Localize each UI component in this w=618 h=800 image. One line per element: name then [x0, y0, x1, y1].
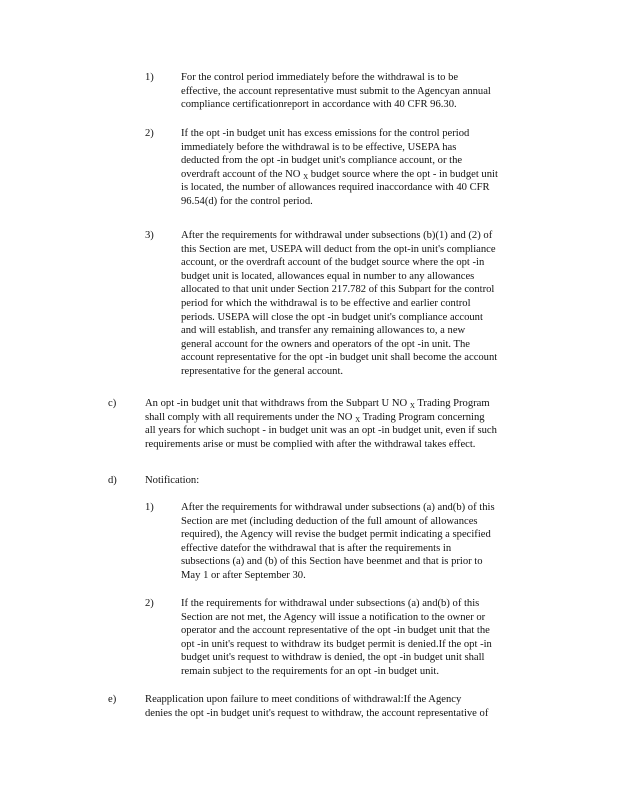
- text-line: subsections (a) and (b) of this Section have beenmet and that is prior to: [181, 556, 483, 568]
- text-line: [181, 168, 531, 182]
- text-line: Section are met (including deduction of the full amount of allowances: [181, 515, 478, 527]
- text-line: budget unit is located, allowances equal in number to any allowances: [181, 270, 475, 282]
- text-line: period for which the withdrawal is to be effective and earlier control: [181, 297, 471, 309]
- item-label: 1): [145, 502, 154, 513]
- text-line: required), the Agency will revise the budget permit indicating a specified: [181, 529, 491, 541]
- item-body: [145, 693, 535, 720]
- text-line: deducted from the opt -in budget unit's compliance account, or the: [181, 155, 463, 167]
- text-line: representative for the general account.: [181, 365, 344, 377]
- text-line: immediately before the withdrawal is to be effective, USEPA has: [181, 141, 457, 153]
- text-line: [145, 411, 537, 425]
- text-line: and will establish, and transfer any remaining allowances to, a new: [181, 325, 466, 337]
- item-body: [181, 127, 531, 209]
- text-line: general account for the owners and operators of the opt -in unit. The: [181, 338, 470, 350]
- text-line: this Section are met, USEPA will deduct from the opt-in unit's compliance: [181, 243, 496, 255]
- text-line: After the requirements for withdrawal under subsections (a) and(b) of this: [181, 502, 495, 513]
- item-label: d): [108, 475, 117, 486]
- text-segment: overdraft account of the NO: [181, 168, 304, 180]
- subscript: X: [409, 402, 415, 410]
- text-line: is located, the number of allowances required inaccordance with 40 CFR: [181, 182, 490, 194]
- text-segment: shall comply with all requirements under the NO: [145, 411, 356, 423]
- text-line: operator and the account representative of the opt -in budget unit that the: [181, 625, 490, 637]
- text-line: requirements arise or must be complied with after the withdrawal takes effect.: [145, 438, 476, 450]
- item-label: 1): [145, 72, 154, 83]
- item-label: e): [108, 694, 117, 705]
- item-body: [145, 474, 345, 488]
- text-line: If the opt -in budget unit has excess emissions for the control period: [181, 128, 470, 139]
- text-line: budget unit's request to withdraw is denied, the opt -in budget unit shall: [181, 652, 485, 664]
- item-label: c): [108, 398, 117, 409]
- text-line: allocated to that unit under Section 217.782 of this Subpart for the control: [181, 284, 495, 296]
- text-segment: An opt -in budget unit that withdraws from the Subpart U NO: [145, 398, 410, 409]
- text-line: 96.54(d) for the control period.: [181, 195, 313, 207]
- text-line: May 1 or after September 30.: [181, 569, 306, 581]
- text-line: account, or the overdraft account of the budget source where the opt -in: [181, 257, 485, 269]
- item-body: [181, 597, 536, 679]
- item-body: [145, 397, 537, 451]
- text-line: effective datefor the withdrawal that is after the requirements in: [181, 542, 452, 554]
- text-line: After the requirements for withdrawal under subsections (b)(1) and (2) of: [181, 230, 493, 241]
- text-segment: Trading Program: [414, 398, 490, 409]
- item-body: [181, 71, 531, 112]
- text-line: denies the opt -in budget unit's request to withdraw, the account representative of: [145, 707, 489, 719]
- text-line: Reapplication upon failure to meet conditions of withdrawal:If the Agency: [145, 694, 462, 705]
- text-line: periods. USEPA will close the opt -in budget unit's compliance account: [181, 311, 483, 323]
- text-line: opt -in unit's request to withdraw its budget permit is denied.If the opt -in: [181, 638, 492, 650]
- item-label: 3): [145, 230, 154, 241]
- text-line: remain subject to the requirements for an opt -in budget unit.: [181, 665, 440, 677]
- item-label: 2): [145, 598, 154, 609]
- subscript: X: [303, 172, 309, 181]
- text-line: effective, the account representative must submit to the Agencyan annual: [181, 85, 491, 97]
- text-line: For the control period immediately before the withdrawal is to be: [181, 72, 459, 83]
- text-line: Section are not met, the Agency will issue a notification to the owner or: [181, 611, 486, 623]
- text-line: all years for which suchopt - in budget unit was an opt -in budget unit, even if such: [145, 425, 497, 437]
- subscript: X: [355, 415, 361, 424]
- item-body: [181, 501, 536, 583]
- text-line: account representative for the opt -in budget unit shall become the account: [181, 352, 498, 364]
- item-label: 2): [145, 128, 154, 139]
- text-line: compliance certificationreport in accordance with 40 CFR 96.30.: [181, 99, 457, 111]
- item-body: [181, 229, 533, 379]
- text-segment: Trading Program concerning: [360, 411, 485, 423]
- text-segment: budget source where the opt - in budget unit: [308, 168, 498, 180]
- text-line: If the requirements for withdrawal under subsections (a) and(b) of this: [181, 598, 480, 609]
- section-heading: Notification:: [145, 475, 200, 486]
- text-line: [145, 397, 537, 411]
